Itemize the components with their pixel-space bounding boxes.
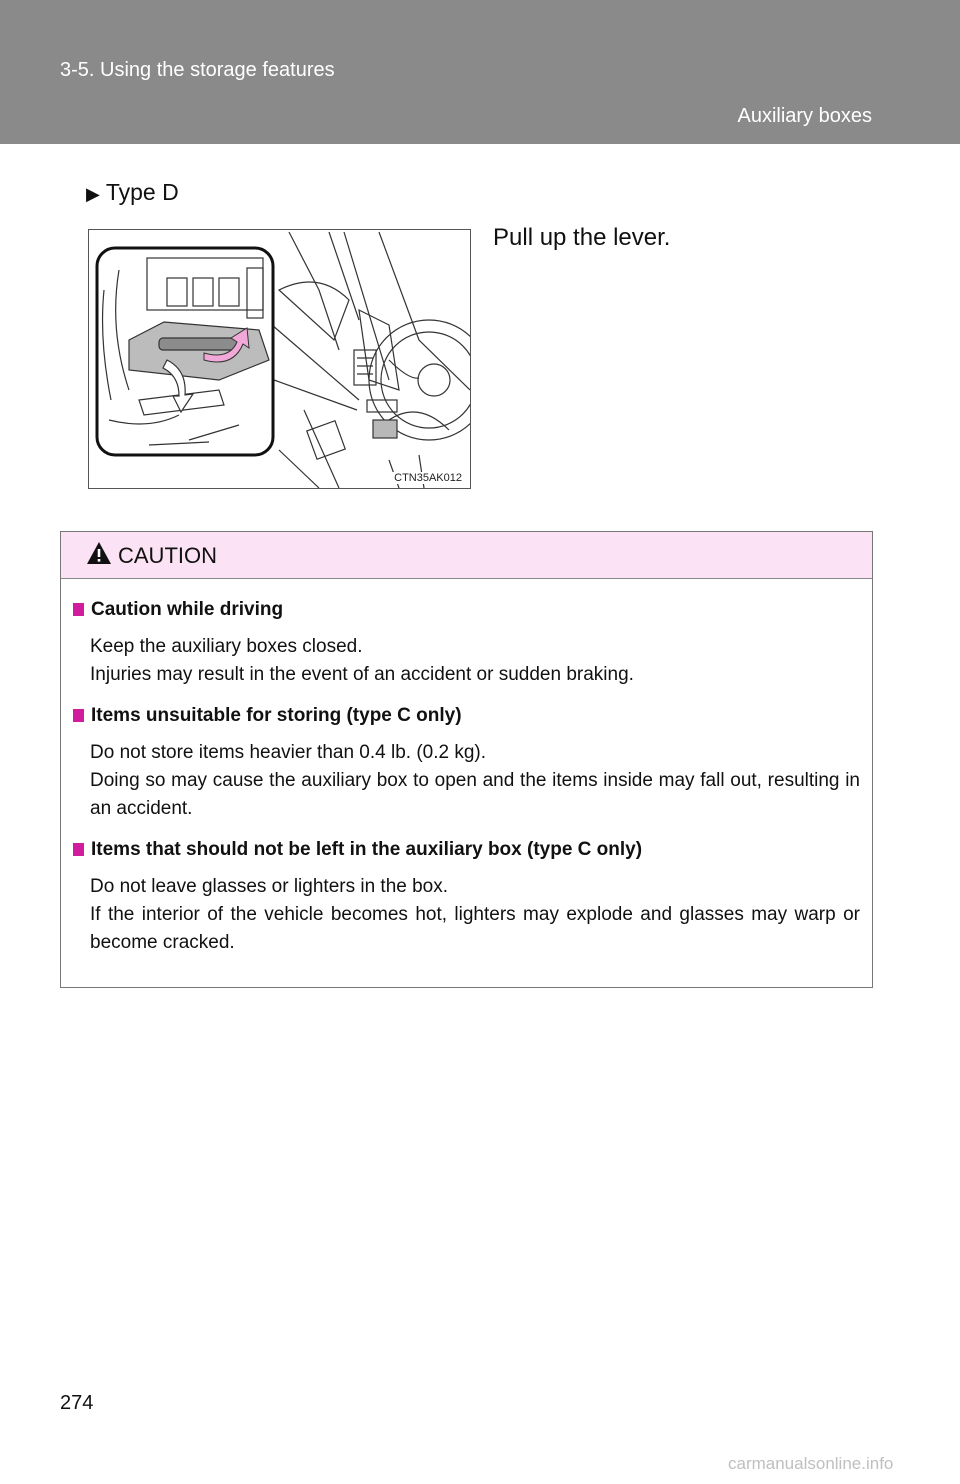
caution-item-heading: Caution while driving [91,599,284,620]
type-heading [86,179,179,206]
instruction-text: Pull up the lever. [493,224,671,251]
caution-item-text: Injuries may result in the event of an accident or sudden braking. [90,664,634,685]
triangle-right-icon: ▶ [86,184,100,204]
caution-item-text: Do not leave glasses or lighters in the box. [90,876,449,897]
page-number: 274 [60,1392,94,1414]
square-bullet-icon [73,709,84,722]
warning-icon [86,541,112,565]
caution-title: CAUTION [118,543,217,568]
caution-item [73,597,860,689]
caution-item-text: Keep the auxiliary boxes closed. [90,636,363,657]
caution-header [61,532,872,579]
caution-item-text: Doing so may cause the auxiliary box to open and the items inside may fall out, resulting in an accident. [90,770,860,819]
caution-body [61,579,872,957]
square-bullet-icon [73,603,84,616]
figure-code: CTN35AK012 [394,472,462,484]
page-header [0,0,960,144]
caution-item-text: If the interior of the vehicle becomes hot, lighters may explode and glasses may warp or become cracked. [90,904,860,953]
type-heading-text: Type D [105,179,179,205]
caution-box [60,531,873,988]
caution-item-heading: Items that should not be left in the auxiliary box (type C only) [91,839,643,860]
watermark-text: carmanualsonline.info [728,1454,894,1473]
dashboard-illustration [89,230,470,488]
caution-item [73,703,860,823]
caution-item-heading: Items unsuitable for storing (type C only) [91,705,462,726]
caution-item-text: Do not store items heavier than 0.4 lb. (0.2 kg). [90,742,487,763]
illustration-figure [88,229,471,489]
caution-item [73,837,860,957]
header-subtitle: Auxiliary boxes [737,105,872,127]
section-title: 3-5. Using the storage features [60,59,335,81]
square-bullet-icon [73,843,84,856]
